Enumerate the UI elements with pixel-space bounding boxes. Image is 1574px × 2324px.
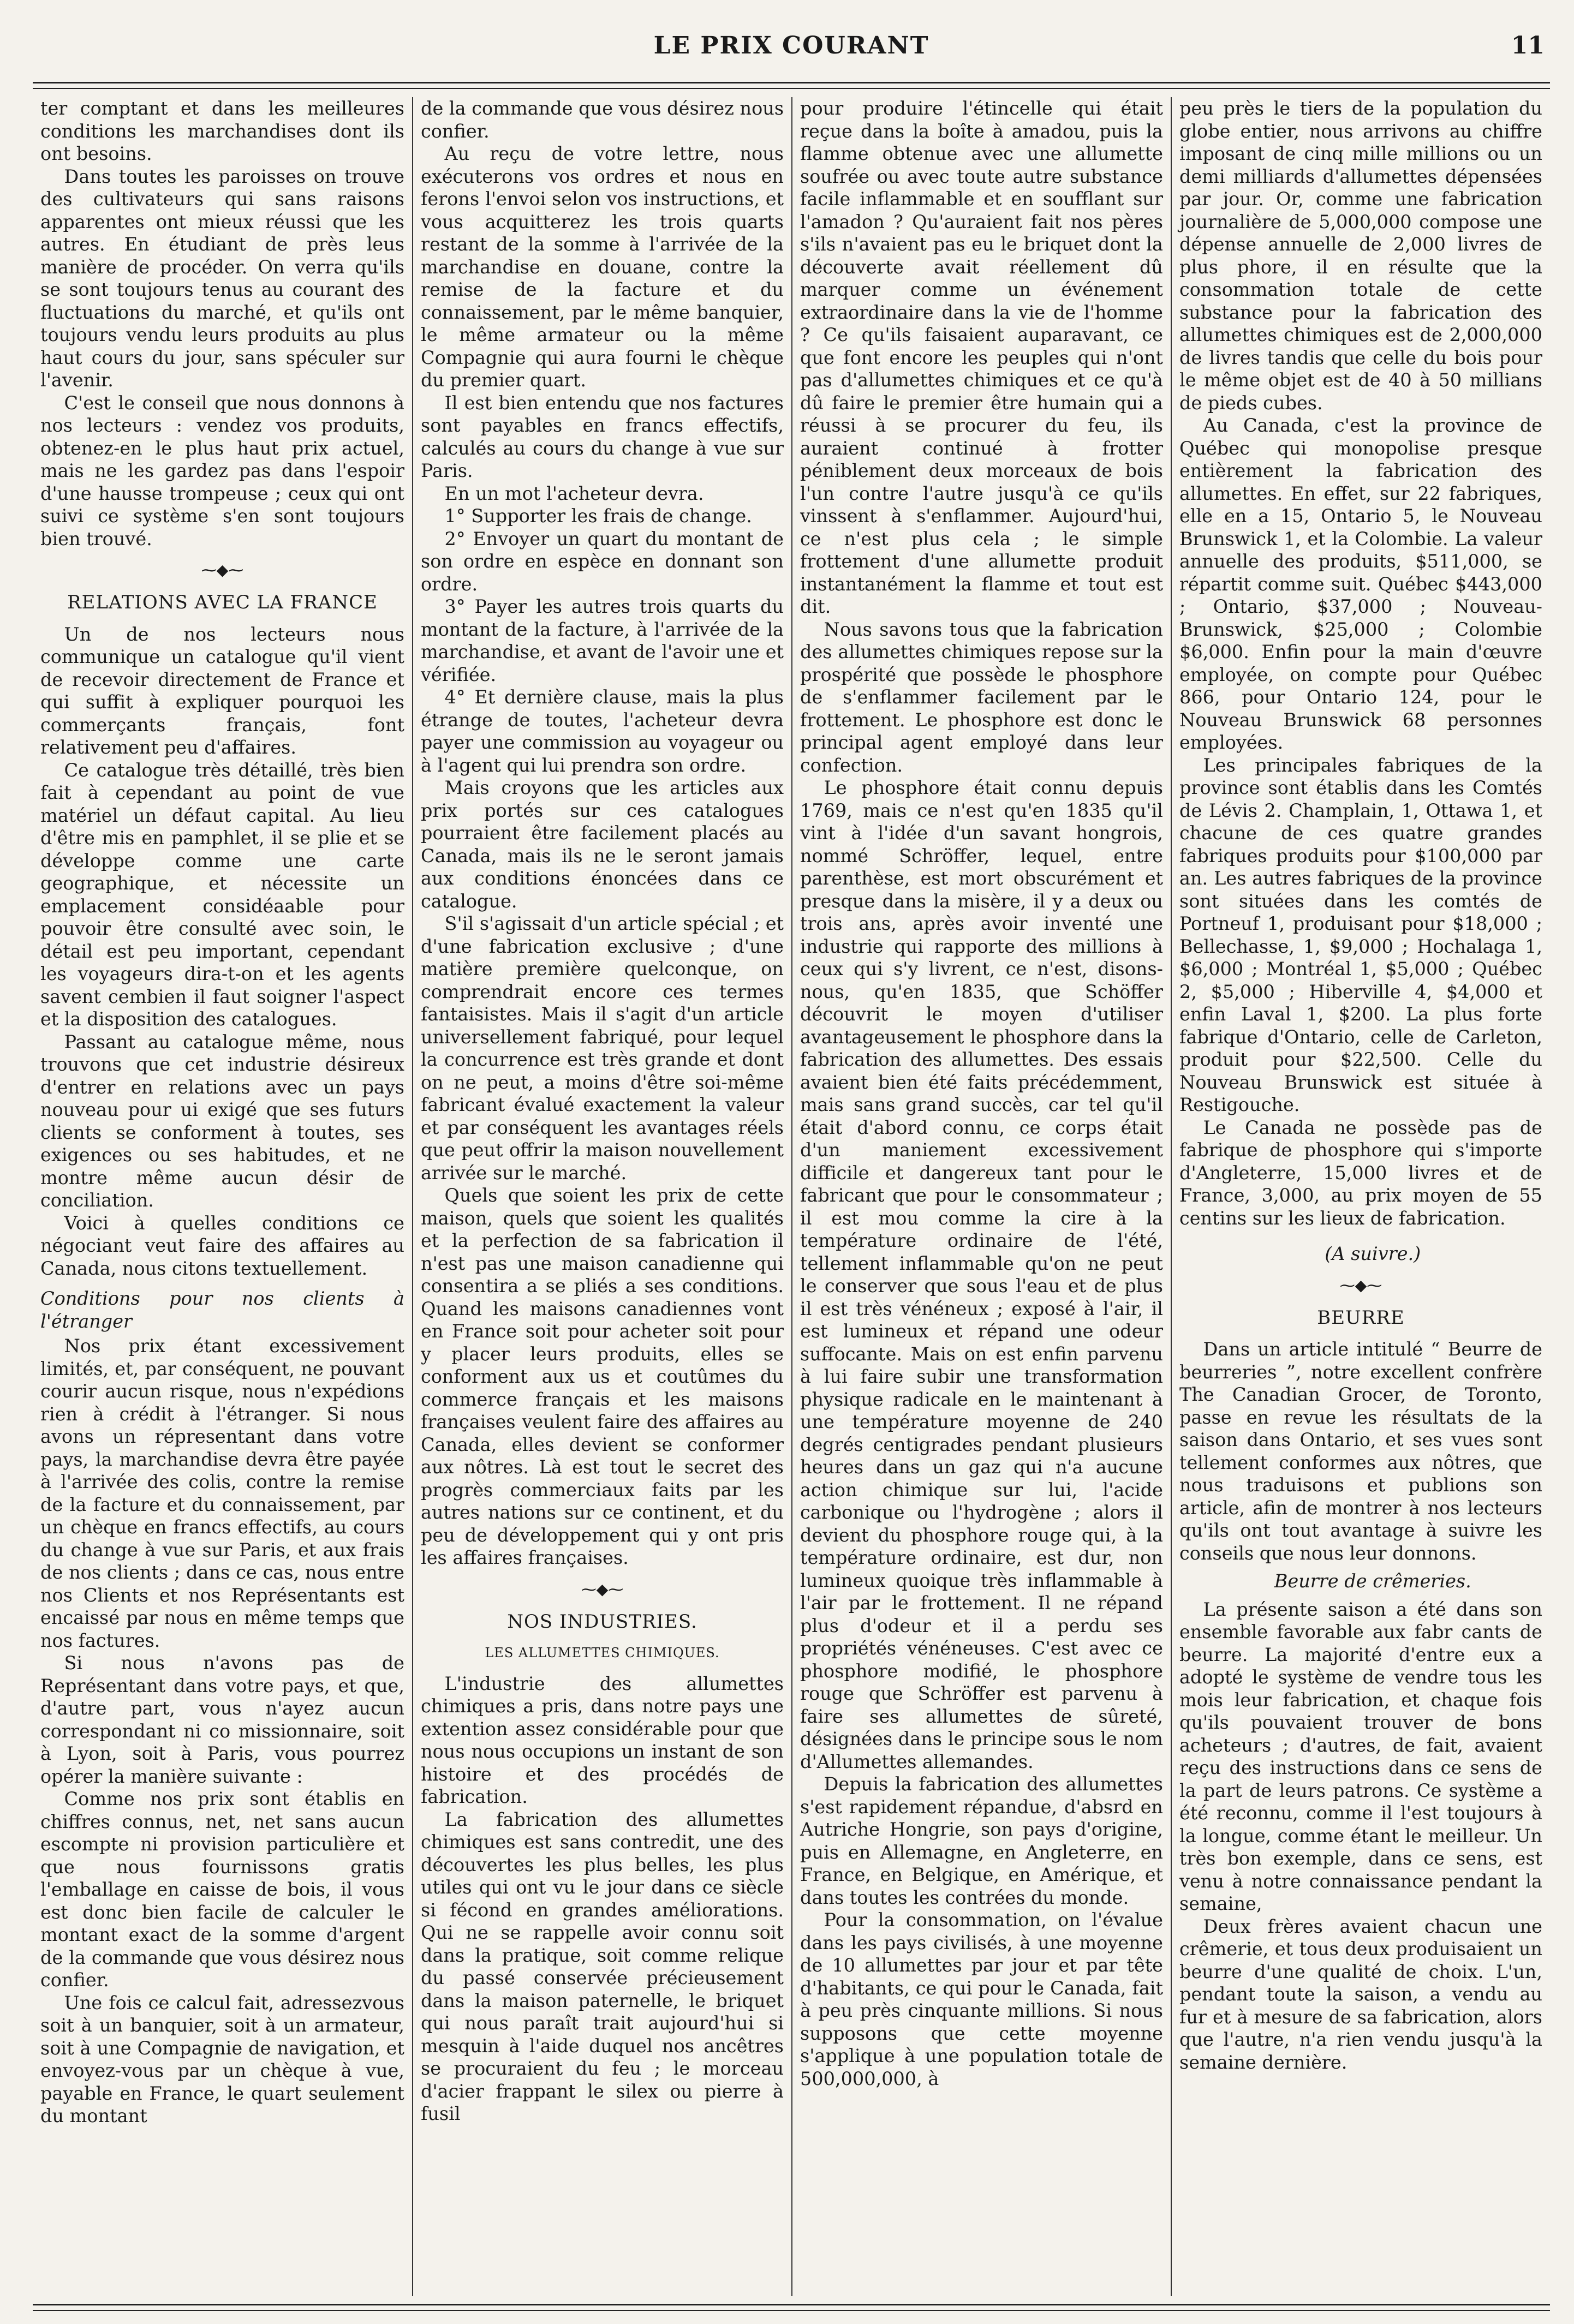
paragraph: L'industrie des allumettes chimiques a pris, dans notre pays une extention assez considérable pour que nous nous occupions un instant de son histoire et des procédés de fabrication.: [421, 1672, 784, 1807]
page-number: 11: [1511, 32, 1545, 59]
paragraph: La fabrication des allumettes chimiques est sans contredit, une des découvertes les plus belles, les plus utiles qui ont vu le jour dans ce siècle si fécond en grandes améliorations. Qui ne se rappelle avoir connu soit dans la pratique, soit comme relique du passé conservée précieusement dans la maison paternelle, le briquet qui nous paraît trait aujourd'hui si mesquin à l'aide duquel nos ancêtres se procuraient du feu ; le morceau d'acier frappant le silex ou pierre à fusil: [421, 1808, 784, 2124]
paragraph: Passant au catalogue même, nous trouvons que cet industrie désireux d'entrer en relations avec un pays nouveau pour ui exigé que ses futurs clients se conforment à toutes, ses exigences ou ses habitudes, et ne montre même aucun désir de conciliation.: [40, 1031, 404, 1211]
column-2: [412, 97, 791, 2296]
masthead: [33, 22, 1550, 87]
paragraph: Ce catalogue très détaillé, très bien fait à cependant au point de vue matériel un défaut capital. Au lieu d'être mis en pamphlet, il se plie et se développe comme une carte geographique, et nécessite un emplacement considéaable pour pouvoir être consulté avec soin, le détail est peu important, cependant les voyageurs dira-t-on et les agents savent cembien il faut soigner l'aspect et la disposition des catalogues.: [40, 759, 404, 1030]
section-heading-industries: NOS INDUSTRIES.: [507, 1610, 697, 1633]
paragraph: S'il s'agissait d'un article spécial ; et d'une fabrication exclusive ; d'une matière première quelconque, on comprendrait encore ces termes fantaisistes. Mais il s'agit d'un article universellement fabriqué, pour lequel la concurrence est très grande et dont on ne peut, a moins d'être soi-même fabricant évalué exactement la valeur et par conséquent les avantages réels que peut offrir la maison nouvellement arrivée sur le marché.: [421, 913, 784, 1184]
paragraph: Quels que soient les prix de cette maison, quels que soient les qualités et la perfection de sa fabrication il n'est pas une maison canadienne qui consentira a se pliés a ses conditions. Quand les maisons canadiennes vont en France soit pour acheter soit pour y placer leurs produits, elles se conforment aux us et coutûmes du commerce français et les maisons françaises veulent faire des affaires au Canada, elles devient se conformer aux nôtres. Là est tout le secret des progrès commerciaux faits par les autres nations sur ce continent, et du peu de développement qui y ont pris les affaires françaises.: [421, 1185, 784, 1568]
paragraph: Comme nos prix sont établis en chiffres connus, net, net sans aucun escompte ni provision particulière et que nous fournissons gratis l'emballage en caisse de bois, il vous est donc bien facile de calculer le montant exact de la somme d'argent de la commande que vous désirez nous confier.: [40, 1788, 404, 1991]
paragraph: pour produire l'étincelle qui était reçue dans la boîte à amadou, puis la flamme obtenue avec une allumette soufrée ou avec toute autre substance facile inflammable et en soufflant sur l'amadon ? Qu'auraient fait nos pères s'ils n'avaient pas eu le briquet dont la découverte avait réellement dû marquer comme un événement extraordinaire dans la vie de l'homme ? Ce qu'ils faisaient auparavant, ce que font encore les peuples qui n'ont pas d'allumettes chimiques et ce qu'à dû faire le premier être humain qui a réussi à se procurer du feu, ils auraient continué à frotter péniblement deux morceaux de bois l'un contre l'autre jusqu'à ce qu'ils vinssent à s'enflammer. Aujourd'hui, ce n'est plus cela ; le simple frottement d'une allumette produit instantanément la flamme et tout est dit.: [800, 98, 1163, 617]
paragraph: Il est bien entendu que nos factures sont payables en francs effectifs, calculés au cours du change à vue sur Paris.: [421, 392, 784, 481]
text-columns: [33, 97, 1550, 2296]
section-ornament: ⁓◆⁓: [581, 1580, 624, 1598]
footer-rule: [33, 2304, 1550, 2311]
paragraph: La présente saison a été dans son ensemble favorable aux fabr cants de beurre. La majorité d'entre eux a adopté le système de vendre tous les mois leur fabrication, et chaque fois qu'ils pouvaient trouver de bons acheteurs ; d'autres, de fait, avaient reçu des instructions dans ce sens de la part de leurs patrons. Ce système a été reconnu, comme il l'est toujours à la longue, comme étant le meilleur. Un très bon exemple, dans ce sens, est venu à notre connaissance pendant la semaine,: [1179, 1598, 1542, 1914]
paragraph: Pour la consommation, on l'évalue dans les pays civilisés, à une moyenne de 10 allumettes par jour et par tête d'habitants, ce qui pour le Canada, fait à peu près cinquante millions. Si nous supposons que cette moyenne s'applique à une population totale de 500,000,000, à: [800, 1909, 1163, 2089]
paragraph: Voici à quelles conditions ce négociant veut faire des affaires au Canada, nous citons textuellement.: [40, 1212, 404, 1279]
paragraph: ter comptant et dans les meilleures conditions les marchandises dont ils ont besoins.: [40, 98, 404, 164]
paragraph: En un mot l'acheteur devra.: [444, 482, 704, 504]
paragraph: Nous savons tous que la fabrication des allumettes chimiques repose sur la prospérité que possède le phosphore de s'enflammer facilement par le frottement. Le phosphore est donc le principal agent employé dans leur confection.: [800, 618, 1163, 776]
paragraph: peu près le tiers de la population du globe entier, nous arrivons au chiffre imposant de cinq mille millions ou un demi milliards d'allumettes dépensées par jour. Or, comme une fabrication journalière de 5,000,000 compose une dépense annuelle de 2,000 livres de plus phore, il en résulte que la consommation totale de cette substance pour la fabrication des allumettes chimiques est de 2,000,000 de livres tandis que celle du bois pour le même objet est de 40 à 50 millians de pieds cubes.: [1179, 98, 1542, 414]
paragraph: Au reçu de votre lettre, nous exécuterons vos ordres et nous en ferons l'envoi selon vos instructions, et vous acquitterez les trois quarts restant de la somme à l'arrivée de la marchandise en douane, contre la remise de la facture et du connaissement, par le même banquier, le même armateur ou la même Compagnie qui aura fourni le chèque du premier quart.: [421, 143, 784, 391]
section-heading-relations: RELATIONS AVEC LA FRANCE: [67, 592, 378, 613]
column-3: [791, 97, 1171, 2296]
paragraph: Le phosphore était connu depuis 1769, mais ce n'est qu'en 1835 qu'il vint à l'idée d'un savant hongrois, nommé Schröffer, lequel, entre parenthèse, est mort obscurément et presque dans la misère, il y a deux ou trois ans, après avoir inventé une industrie qui rapporte des millions à ceux qui s'y livrent, ce n'est, disons-nous, qu'en 1835, que Schöffer découvrit le moyen d'utiliser avantageusement le phosphore dans la fabrication des allumettes. Des essais avaient bien été faits précédemment, mais sans grand succès, car tel qu'il était d'abord connu, ce corps était d'un maniement excessivement difficile et dangereux tant pour le fabricant que pour le consommateur ; il est mou comme la cire à la température ordinaire de l'été, tellement inflammable qu'on ne peut le conserver que sous l'eau et de plus il est très vénéneux ; exposé à l'air, il est lumineux et répand une odeur suffocante. Mais on est enfin parvenu à lui faire subir une transformation physique radicale en le maintenant à une température moyenne de 240 degrés centigrades pendant plusieurs heures dans un gaz qui n'a aucune action chimique sur lui, l'acide carbonique ou l'hydrogène ; alors il devient du phosphore rouge qui, à la température ordinaire, est dur, non lumineux quoique très inflammable à l'air par le frottement. Il ne répand plus d'odeur et il a perdu ses propriétés vénéneuses. C'est avec ce phosphore modifié, le phosphore rouge que Schröffer est parvenu à faire ses allumettes de sûreté, désignées dans le principe sous le nom d'Allumettes allemandes.: [800, 777, 1163, 1772]
paragraph: 2° Envoyer un quart du montant de son ordre en espèce en donnant son ordre.: [421, 528, 784, 595]
column-1-intro: [40, 97, 404, 550]
section-ornament: ⁓◆⁓: [201, 561, 244, 579]
paragraph: Le Canada ne possède pas de fabrique de phosphore qui s'importe d'Angleterre, 15,000 livres et de France, 3,000, au prix moyen de 55 centins sur les lieux de fabrication.: [1179, 1116, 1542, 1229]
paragraph: Au Canada, c'est la province de Québec qui monopolise presque entièrement la fabrication des allumettes. En effet, sur 22 fabriques, elle en a 15, Ontario 5, le Nouveau Brunswick 1, et la Colombie. La valeur annuelle des produits, $511,000, se répartit comme suit. Québec $443,000 ; Ontario, $37,000 ; Nouveau-Brunswick, $25,000 ; Colombie $6,000. Enfin pour la main d'œuvre employée, on compte pour Québec 866, pour Ontario 124, pour le Nouveau Brunswick 68 personnes employées.: [1179, 415, 1542, 753]
paragraph: 1° Supporter les frais de change.: [444, 505, 752, 527]
header-rule: [33, 82, 1550, 89]
newspaper-title: LE PRIX COURANT: [653, 32, 929, 59]
paragraph: 3° Payer les autres trois quarts du montant de la facture, à l'arrivée de la marchandise, et avant de l'avoir une et vérifiée.: [421, 596, 784, 685]
paragraph: Une fois ce calcul fait, adressezvous soit à un banquier, soit à un armateur, soit à une Compagnie de navigation, et envoyez-vous par un chèque à vue, payable en France, le quart seulement du montant: [40, 1992, 404, 2126]
paragraph: Les principales fabriques de la province sont établis dans les Comtés de Lévis 2. Champlain, 1, Ottawa 1, et chacune de ces quatre grandes fabriques produits pour $100,000 par an. Les autres fabriques de la province sont situées dans les comtés de Portneuf 1, produisant pour $18,000 ; Bellechasse, 1, $9,000 ; Hochalaga 1, $6,000 ; Montréal 1, $5,000 ; Québec 2, $5,000 ; Hiberville 4, $4,000 et enfin Laval 1, $200. La plus forte fabrique d'Ontario, celle de Carleton, produit pour $22,500. Celle du Nouveau Brunswick est située à Restigouche.: [1179, 754, 1542, 1115]
paragraph: Mais croyons que les articles aux prix portés sur ces catalogues pourraient être facilement placés au Canada, mais ils ne le seront jamais aux conditions énoncées dans ce catalogue.: [421, 777, 784, 912]
column-4: [1171, 97, 1550, 2296]
to-be-continued: (A suivre.): [1325, 1243, 1421, 1264]
paragraph: C'est le conseil que nous donnons à nos lecteurs : vendez vos produits, obtenez-en le plus haut prix actuel, mais ne les gardez pas dans l'espoir d'une hausse trompeuse ; ceux qui ont suivi ce système s'en sont toujours bien trouvé.: [40, 392, 404, 549]
paragraph: Un de nos lecteurs nous communique un catalogue qu'il vient de recevoir directement de France et qui suffit à expliquer pourquoi les commerçants français, font relativement peu d'affaires.: [40, 623, 404, 758]
section-ornament: ⁓◆⁓: [1339, 1276, 1382, 1294]
subsection-heading-cremeries: Beurre de crêmeries.: [1274, 1570, 1471, 1592]
paragraph: Si nous n'avons pas de Représentant dans votre pays, et que, d'autre part, vous n'ayez aucun correspondant ni co missionnaire, soit à Lyon, soit à Paris, vous pourrez opérer la manière suivante :: [40, 1652, 404, 1787]
section-heading-beurre: BEURRE: [1317, 1306, 1405, 1329]
paragraph: 4° Et dernière clause, mais la plus étrange de toutes, l'acheteur devra payer une commission au voyageur ou à l'agent qui lui prendra son ordre.: [421, 686, 784, 776]
column-1: [33, 97, 412, 2296]
paragraph: Dans un article intitulé “ Beurre de beurreries ”, notre excellent confrère The Canadian Grocer, de Toronto, passe en revue les résultats de la saison dans Ontario, et ses vues sont tellement conformes aux nôtres, que nous traduisons et publions son article, afin de montrer à nos lecteurs qu'ils ont tout avantage à suivre les conseils que nous leur donnons.: [1179, 1339, 1542, 1564]
paragraph: Dans toutes les paroisses on trouve des cultivateurs qui sans raisons apparentes ont mieux réussi que les autres. En étudiant de près leus manière de procéder. On verra qu'ils se sont toujours tenus au courant des fluctuations du marché, et qu'ils ont toujours vendu leurs produits au plus haut cours du jour, sans spéculer sur l'avenir.: [40, 165, 404, 391]
paragraph: de la commande que vous désirez nous confier.: [421, 98, 784, 142]
paragraph: Nos prix étant excessivement limités, et, par conséquent, ne pouvant courir aucun risque, nous n'expédions rien à crédit à l'étranger. Si nous avons un répresentant dans votre pays, la marchandise devra être payée à l'arrivée des colis, contre la remise de la facture et du connaissement, par un chèque en francs effectifs, au cours du change à vue sur Paris, et aux frais de nos clients ; dans ce cas, nous entre nos Clients et nos Représentants est encaissé par nous en même temps que nos factures.: [40, 1335, 404, 1651]
paragraph: Depuis la fabrication des allumettes s'est rapidement répandue, d'absrd en Autriche Hongrie, son pays d'origine, puis en Allemagne, en Angleterre, en France, en Belgique, en Amérique, et dans toutes les contrées du monde.: [800, 1773, 1163, 1908]
paragraph: Deux frères avaient chacun une crêmerie, et tous deux produisaient un beurre d'une qualité de choix. L'un, pendant toute la saison, a vendu au fur et à mesure de sa fabrication, alors que l'autre, n'a rien vendu jusqu'à la semaine dernière.: [1179, 1915, 1542, 2073]
subsection-heading-allumettes: LES ALLUMETTES CHIMIQUES.: [485, 1645, 720, 1660]
conditions-title: Conditions pour nos clients à l'étranger: [40, 1288, 404, 1332]
